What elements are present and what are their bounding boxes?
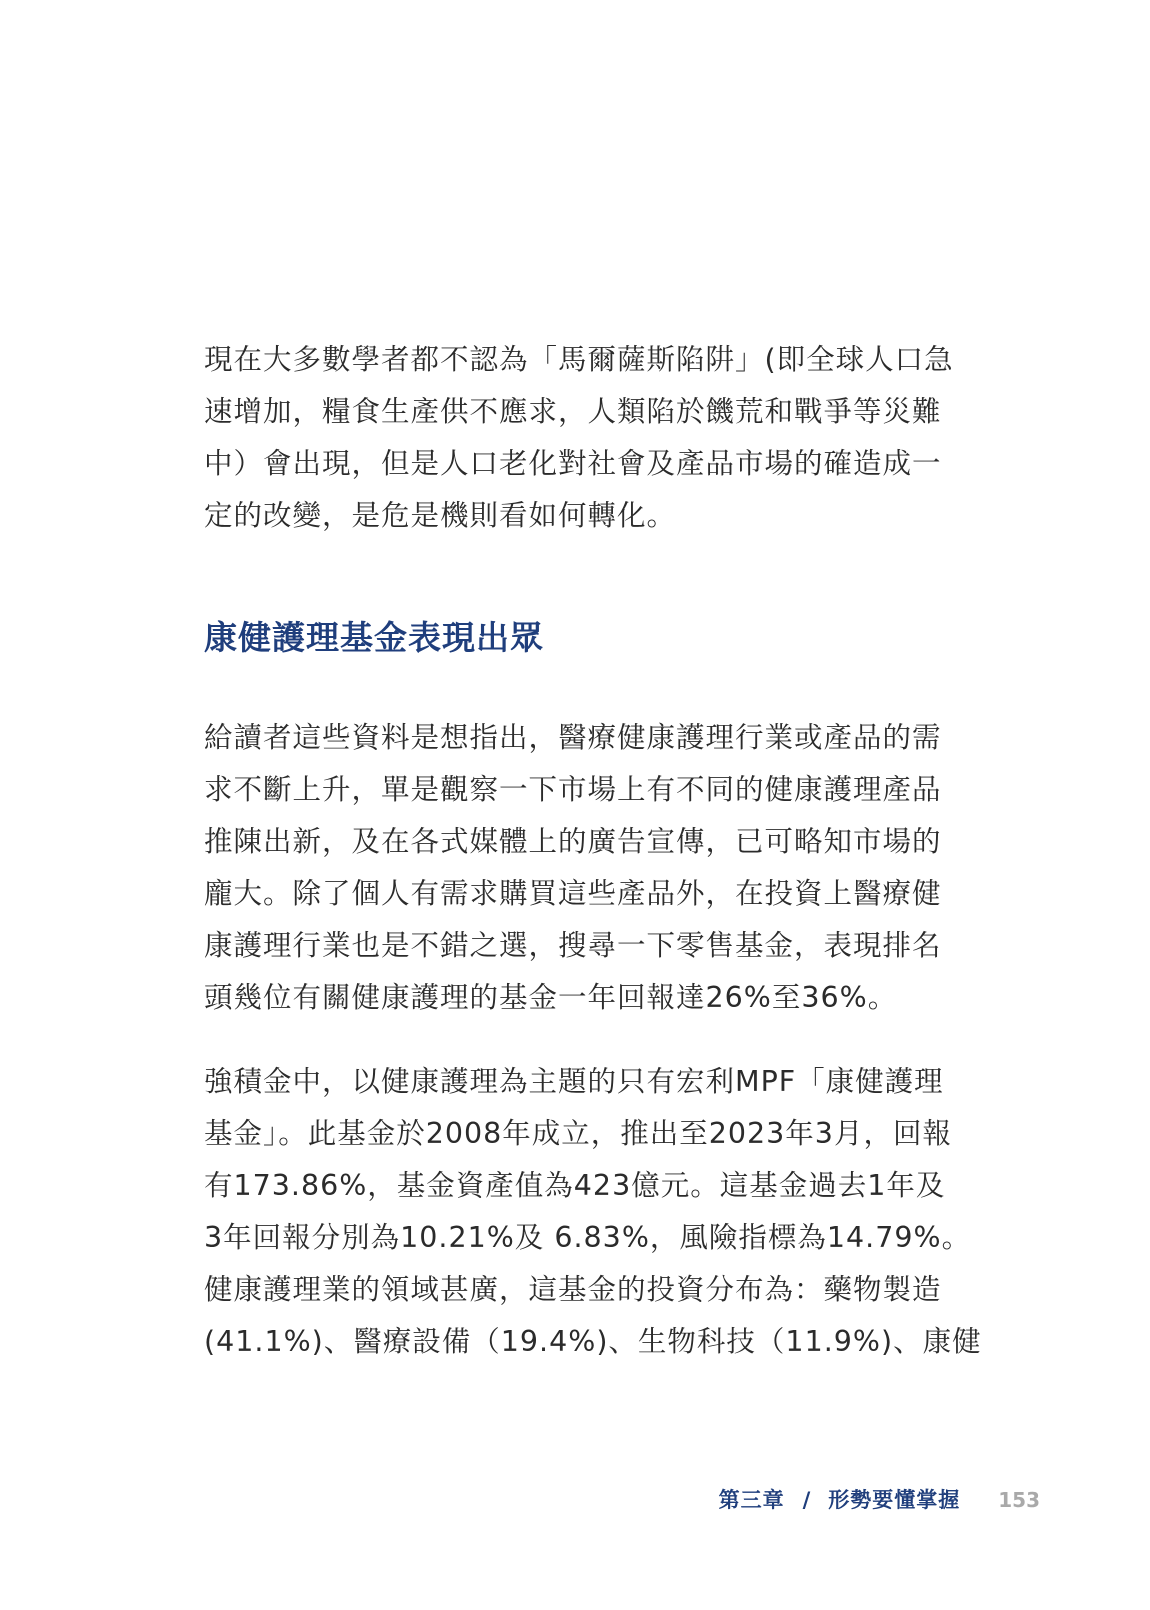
paragraph-line: 中）會出現，但是人口老化對社會及產品市場的確造成一 bbox=[204, 447, 942, 480]
footer-chapter: 第三章 bbox=[718, 1488, 785, 1512]
footer-separator: / bbox=[802, 1488, 811, 1512]
paragraph-line: 龐大。除了個人有需求購買這些產品外，在投資上醫療健 bbox=[204, 877, 942, 910]
paragraph-line: 求不斷上升，單是觀察一下市場上有不同的健康護理產品 bbox=[204, 773, 942, 806]
footer-chapter-title: 形勢要懂掌握 bbox=[828, 1488, 961, 1512]
page-number: 153 bbox=[998, 1488, 1040, 1512]
paragraph-2 bbox=[204, 712, 942, 1024]
paragraph-line: 3年回報分別為10.21%及 6.83%，風險指標為14.79%。 bbox=[204, 1221, 972, 1254]
paragraph-line: 定的改變，是危是機則看如何轉化。 bbox=[204, 499, 677, 532]
paragraph-line: 有173.86%，基金資產值為423億元。這基金過去1年及 bbox=[204, 1169, 946, 1202]
paragraph-1 bbox=[204, 334, 954, 542]
paragraph-line: 康護理行業也是不錯之選，搜尋一下零售基金，表現排名 bbox=[204, 929, 942, 962]
paragraph-line: 基金」。此基金於2008年成立，推出至2023年3月，回報 bbox=[204, 1117, 952, 1150]
paragraph-3 bbox=[204, 1056, 982, 1368]
paragraph-line: 給讀者這些資料是想指出，醫療健康護理行業或產品的需 bbox=[204, 721, 942, 754]
paragraph-line: 強積金中，以健康護理為主題的只有宏利MPF「康健護理 bbox=[204, 1065, 944, 1098]
paragraph-line: (41.1%)、醫療設備（19.4%)、生物科技（11.9%)、康健 bbox=[204, 1325, 982, 1358]
section-heading: 康健護理基金表現出眾 bbox=[204, 618, 544, 657]
paragraph-line: 健康護理業的領域甚廣，這基金的投資分布為：藥物製造 bbox=[204, 1273, 942, 1306]
page-footer bbox=[719, 1484, 1040, 1514]
paragraph-line: 現在大多數學者都不認為「馬爾薩斯陷阱」(即全球人口急 bbox=[204, 343, 954, 376]
paragraph-line: 頭幾位有關健康護理的基金一年回報達26%至36%。 bbox=[204, 981, 898, 1014]
paragraph-line: 推陳出新，及在各式媒體上的廣告宣傳，已可略知市場的 bbox=[204, 825, 942, 858]
paragraph-line: 速增加，糧食生產供不應求，人類陷於饑荒和戰爭等災難 bbox=[204, 395, 942, 428]
